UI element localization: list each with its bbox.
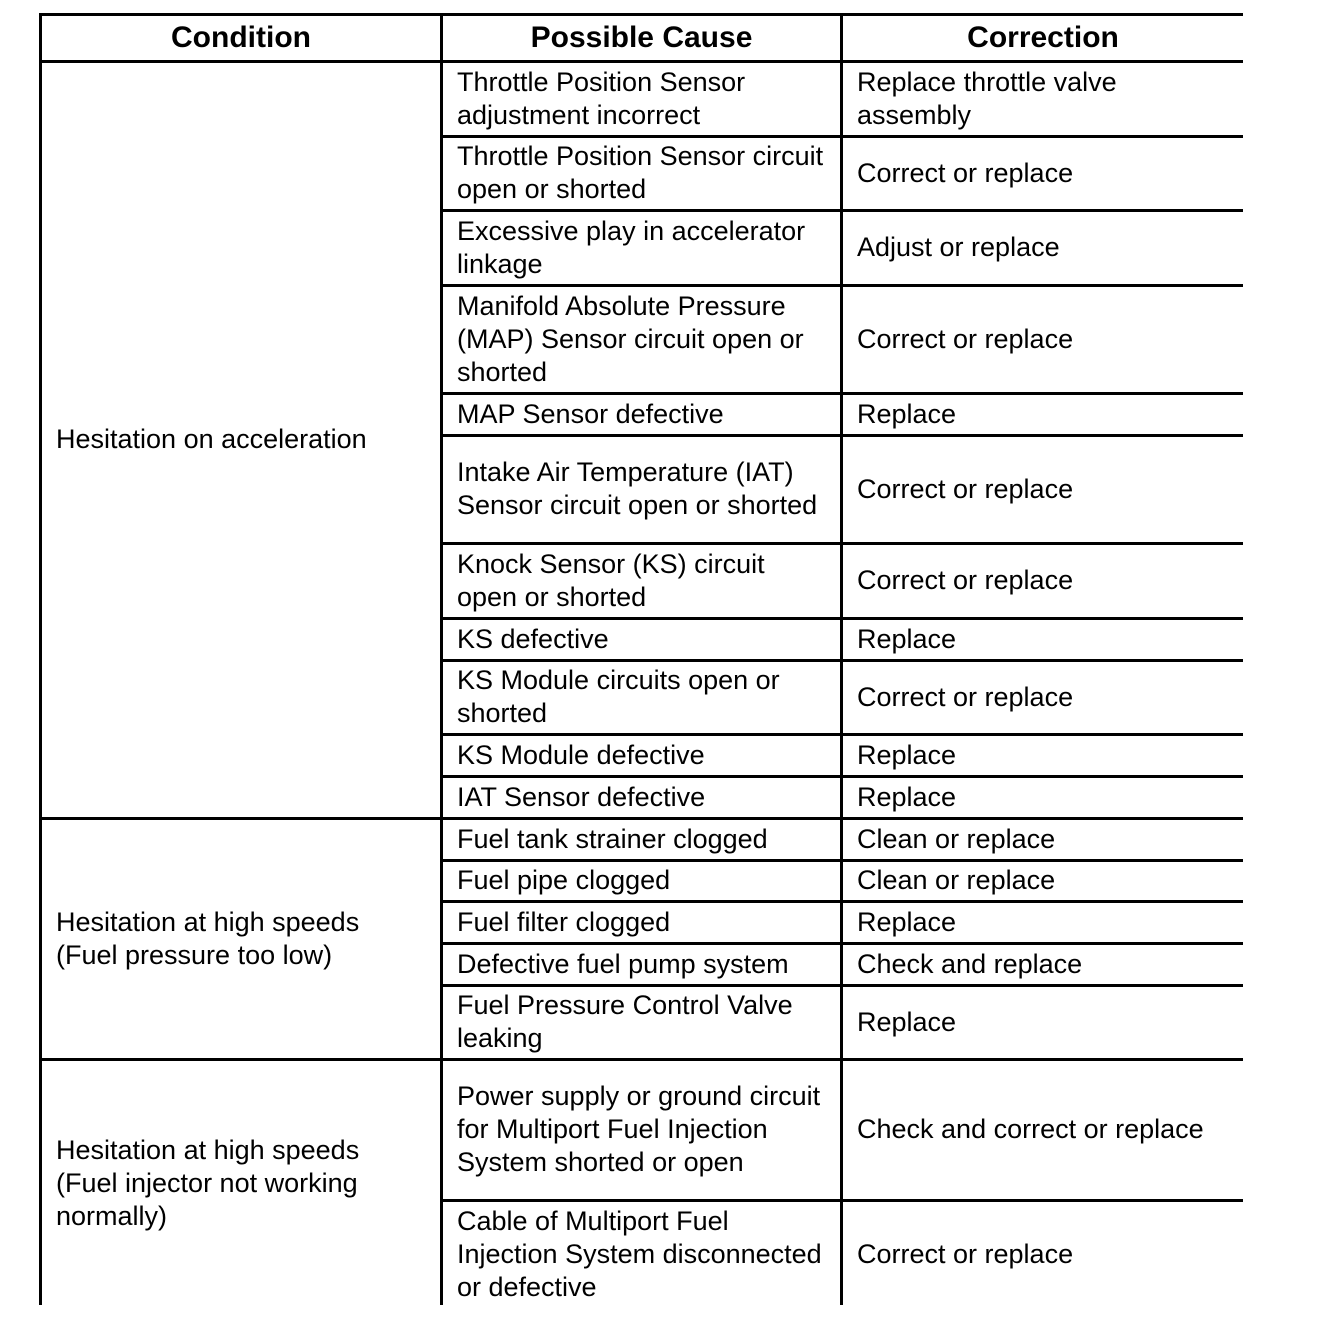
correction-cell: Check and replace bbox=[842, 944, 1244, 986]
cause-cell: Cable of Multiport Fuel Injection System disconnected or defective bbox=[442, 1201, 842, 1306]
cause-cell: Fuel pipe clogged bbox=[442, 861, 842, 902]
cause-cell: Manifold Absolute Pressure (MAP) Sensor circuit open or shorted bbox=[442, 286, 842, 394]
cause-cell: Knock Sensor (KS) circuit open or shorted bbox=[442, 544, 842, 619]
condition-cell: Hesitation at high speeds (Fuel pressure too low) bbox=[41, 819, 442, 1060]
cause-cell: Power supply or ground circuit for Multiport Fuel Injection System shorted or open bbox=[442, 1060, 842, 1201]
cause-cell: IAT Sensor defective bbox=[442, 777, 842, 819]
cause-cell: Fuel Pressure Control Valve leaking bbox=[442, 986, 842, 1060]
correction-cell: Replace bbox=[842, 619, 1244, 661]
cause-cell: Excessive play in accelerator linkage bbox=[442, 211, 842, 286]
table-row bbox=[41, 62, 1244, 137]
header-possible-cause: Possible Cause bbox=[442, 15, 842, 62]
correction-cell: Correct or replace bbox=[842, 286, 1244, 394]
cause-cell: KS Module defective bbox=[442, 735, 842, 777]
cause-cell: KS Module circuits open or shorted bbox=[442, 661, 842, 735]
cause-cell: Defective fuel pump system bbox=[442, 944, 842, 986]
correction-cell: Replace bbox=[842, 902, 1244, 944]
correction-cell: Correct or replace bbox=[842, 1201, 1244, 1306]
header-condition: Condition bbox=[41, 15, 442, 62]
correction-cell: Clean or replace bbox=[842, 861, 1244, 902]
table-row bbox=[41, 1060, 1244, 1201]
correction-cell: Replace bbox=[842, 777, 1244, 819]
correction-cell: Check and correct or replace bbox=[842, 1060, 1244, 1201]
correction-cell: Replace bbox=[842, 394, 1244, 436]
troubleshooting-table-wrapper bbox=[39, 13, 1243, 1305]
header-row bbox=[41, 15, 1244, 62]
cause-cell: Throttle Position Sensor adjustment incorrect bbox=[442, 62, 842, 137]
correction-cell: Correct or replace bbox=[842, 137, 1244, 211]
cause-cell: MAP Sensor defective bbox=[442, 394, 842, 436]
cause-cell: KS defective bbox=[442, 619, 842, 661]
correction-cell: Correct or replace bbox=[842, 544, 1244, 619]
correction-cell: Correct or replace bbox=[842, 436, 1244, 544]
correction-cell: Replace bbox=[842, 735, 1244, 777]
correction-cell: Replace throttle valve assembly bbox=[842, 62, 1244, 137]
troubleshooting-table bbox=[39, 13, 1243, 1305]
cause-cell: Fuel filter clogged bbox=[442, 902, 842, 944]
table-row bbox=[41, 819, 1244, 861]
header-correction: Correction bbox=[842, 15, 1244, 62]
cause-cell: Fuel tank strainer clogged bbox=[442, 819, 842, 861]
correction-cell: Adjust or replace bbox=[842, 211, 1244, 286]
correction-cell: Correct or replace bbox=[842, 661, 1244, 735]
correction-cell: Replace bbox=[842, 986, 1244, 1060]
cause-cell: Intake Air Temperature (IAT) Sensor circuit open or shorted bbox=[442, 436, 842, 544]
condition-cell: Hesitation at high speeds (Fuel injector not working normally) bbox=[41, 1060, 442, 1306]
correction-cell: Clean or replace bbox=[842, 819, 1244, 861]
condition-cell: Hesitation on acceleration bbox=[41, 62, 442, 819]
cause-cell: Throttle Position Sensor circuit open or shorted bbox=[442, 137, 842, 211]
